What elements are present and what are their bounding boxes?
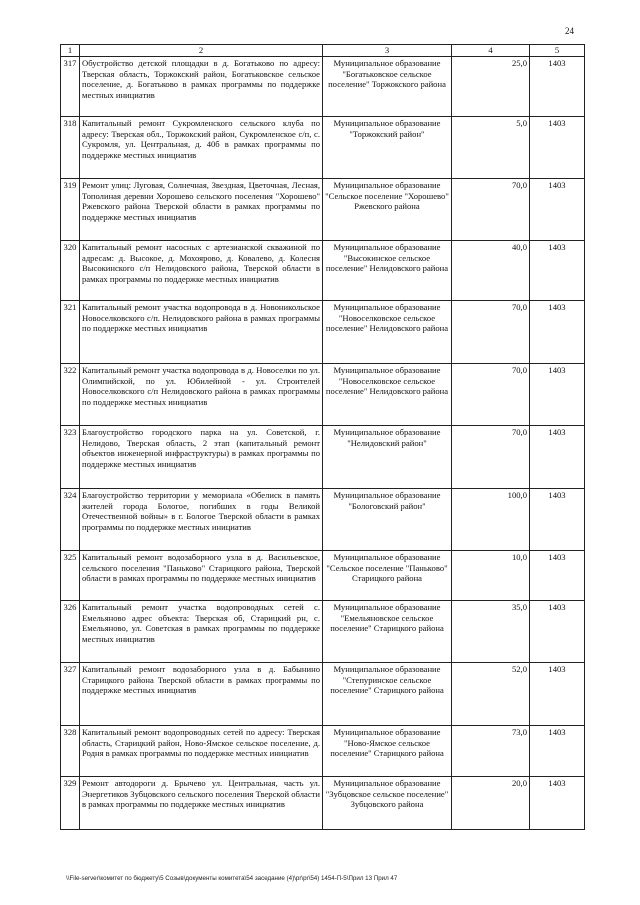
row-recipient: Муниципальное образование "Сельское поселение "Паньково" Старицкого района xyxy=(323,551,452,601)
row-code: 1403 xyxy=(530,601,585,663)
row-recipient: Муниципальное образование "Высокинское сельское поселение" Нелидовского района xyxy=(323,241,452,301)
row-number: 324 xyxy=(61,489,80,551)
row-recipient: Муниципальное образование "Емельяновское сельское поселение" Старицкого района xyxy=(323,601,452,663)
row-number: 322 xyxy=(61,364,80,426)
row-recipient: Муниципальное образование "Богатьковское сельское поселение" Торжокского района xyxy=(323,57,452,117)
row-number: 329 xyxy=(61,777,80,830)
row-recipient: Муниципальное образование "Зубцовское сельское поселение" Зубцовского района xyxy=(323,777,452,830)
row-code: 1403 xyxy=(530,663,585,726)
row-number: 325 xyxy=(61,551,80,601)
row-description: Ремонт улиц: Луговая, Солнечная, Звездная, Цветочная, Лесная, Тополиная деревни Хорошево сельского поселения "Хорошево" Ржевского района Тверской области в рамках программы по поддержке местных инициатив xyxy=(80,179,323,241)
row-number: 321 xyxy=(61,301,80,364)
row-number: 318 xyxy=(61,117,80,179)
row-amount: 52,0 xyxy=(452,663,530,726)
row-description: Благоустройство территории у мемориала «Обелиск в память жителей города Бологое, погибших в годы Великой Отечественной войны» в г. Бологое Тверской области в рамках программы по поддержке местных инициатив xyxy=(80,489,323,551)
header-col-1: 1 xyxy=(61,45,80,57)
row-number: 317 xyxy=(61,57,80,117)
row-description: Капитальный ремонт участка водопроводных сетей с. Емельяново адрес объекта: Тверская об, Старицкий рн, с. Емельяново, ул. Советская в рамках программы по поддержке местных инициатив xyxy=(80,601,323,663)
row-number: 323 xyxy=(61,426,80,489)
table-row xyxy=(61,301,585,364)
row-description: Благоустройство городского парка на ул. Советской, г. Нелидово, Тверская область, 2 этап (капитальный ремонт объектов инженерной инфраструктуры) в рамках программы по поддержке местных инициатив xyxy=(80,426,323,489)
header-col-3: 3 xyxy=(323,45,452,57)
row-amount: 70,0 xyxy=(452,301,530,364)
table-row xyxy=(61,777,585,830)
table-row xyxy=(61,426,585,489)
row-description: Обустройство детской площадки в д. Богатьково по адресу: Тверская область, Торжокский район, Богатьковское сельское поселение, д. Богатьково в рамках программы по поддержке местных инициатив xyxy=(80,57,323,117)
row-description: Капитальный ремонт водозаборного узла в д. Бабынино Старицкого района Тверской области в рамках программы по поддержке местных инициатив xyxy=(80,663,323,726)
header-col-4: 4 xyxy=(452,45,530,57)
header-col-5: 5 xyxy=(530,45,585,57)
row-number: 327 xyxy=(61,663,80,726)
row-number: 326 xyxy=(61,601,80,663)
row-amount: 5,0 xyxy=(452,117,530,179)
row-description: Капитальный ремонт участка водопровода в д. Новоникольское Новоселковского с/п. Нелидовского района в рамках программы по поддержке местных инициатив xyxy=(80,301,323,364)
row-amount: 35,0 xyxy=(452,601,530,663)
table-row xyxy=(61,601,585,663)
row-recipient: Муниципальное образование "Торжокский район" xyxy=(323,117,452,179)
row-amount: 20,0 xyxy=(452,777,530,830)
row-code: 1403 xyxy=(530,179,585,241)
row-code: 1403 xyxy=(530,241,585,301)
row-code: 1403 xyxy=(530,551,585,601)
row-amount: 73,0 xyxy=(452,726,530,777)
table-row xyxy=(61,241,585,301)
row-code: 1403 xyxy=(530,364,585,426)
row-code: 1403 xyxy=(530,777,585,830)
row-amount: 70,0 xyxy=(452,364,530,426)
row-description: Капитальный ремонт насосных с артезианской скважиной по адресам: д. Высокое, д. Мохоярово, д. Ковалево, д. Колесня Высокинского с/п Нелидовского района, Тверской области в рамках программы по поддержке местных инициатив xyxy=(80,241,323,301)
row-description: Капитальный ремонт водопроводных сетей по адресу: Тверская область, Старицкий район, Ново-Ямское сельское поселение, д. Родня в рамках программы по поддержке местных инициатив xyxy=(80,726,323,777)
table-row xyxy=(61,179,585,241)
row-amount: 70,0 xyxy=(452,426,530,489)
row-description: Ремонт автодороги д. Брычево ул. Центральная, часть ул. Энергетиков Зубцовского сельского поселения Тверской области в рамках программы по поддержке местных инициатив xyxy=(80,777,323,830)
table-row xyxy=(61,489,585,551)
row-code: 1403 xyxy=(530,726,585,777)
row-number: 320 xyxy=(61,241,80,301)
row-amount: 70,0 xyxy=(452,179,530,241)
row-code: 1403 xyxy=(530,301,585,364)
row-recipient: Муниципальное образование "Новоселковское сельское поселение" Нелидовского района xyxy=(323,364,452,426)
page-number: 24 xyxy=(565,26,574,36)
table-row xyxy=(61,364,585,426)
row-amount: 25,0 xyxy=(452,57,530,117)
row-recipient: Муниципальное образование "Ново-Ямское сельское поселение" Старицкого района xyxy=(323,726,452,777)
table-row xyxy=(61,663,585,726)
row-code: 1403 xyxy=(530,117,585,179)
table-row xyxy=(61,726,585,777)
row-code: 1403 xyxy=(530,426,585,489)
row-amount: 10,0 xyxy=(452,551,530,601)
row-number: 319 xyxy=(61,179,80,241)
row-number: 328 xyxy=(61,726,80,777)
header-row xyxy=(61,45,585,57)
row-description: Капитальный ремонт участка водопровода в д. Новоселки по ул. Олимпийской, по ул. Юбилейной - ул. Строителей Новоселковского с/п Нелидовского района в рамках программы по поддержке местных инициатив xyxy=(80,364,323,426)
row-recipient: Муниципальное образование "Бологовский район" xyxy=(323,489,452,551)
row-amount: 40,0 xyxy=(452,241,530,301)
row-code: 1403 xyxy=(530,489,585,551)
row-recipient: Муниципальное образование "Новоселковское сельское поселение" Нелидовского района xyxy=(323,301,452,364)
row-recipient: Муниципальное образование "Сельское поселение "Хорошево" Ржевского района xyxy=(323,179,452,241)
row-amount: 100,0 xyxy=(452,489,530,551)
table-row xyxy=(61,57,585,117)
budget-table xyxy=(60,44,585,830)
header-col-2: 2 xyxy=(80,45,323,57)
row-code: 1403 xyxy=(530,57,585,117)
row-description: Капитальный ремонт Сукромленского сельского клуба по адресу: Тверская обл., Торжокский район, Сукромленское с/п, с. Сукромля, ул. Центральная, д. 40б в рамках программы по поддержке местных инициатив xyxy=(80,117,323,179)
row-description: Капитальный ремонт водозаборного узла в д. Васильевское, сельского поселения "Паньково" Старицкого района, Тверской области в рамках программы по поддержке местных инициатив xyxy=(80,551,323,601)
table-row xyxy=(61,117,585,179)
row-recipient: Муниципальное образование "Степуринское сельское поселение" Старицкого района xyxy=(323,663,452,726)
table-row xyxy=(61,551,585,601)
file-path-footer: \\File-server\комитет по бюджету\5 Созыв\документы комитета\54 заседание (4)\pr\pr\54) 1454-П-5\Прил 13 Прил 47 xyxy=(66,875,398,882)
row-recipient: Муниципальное образование "Нелидовский район" xyxy=(323,426,452,489)
